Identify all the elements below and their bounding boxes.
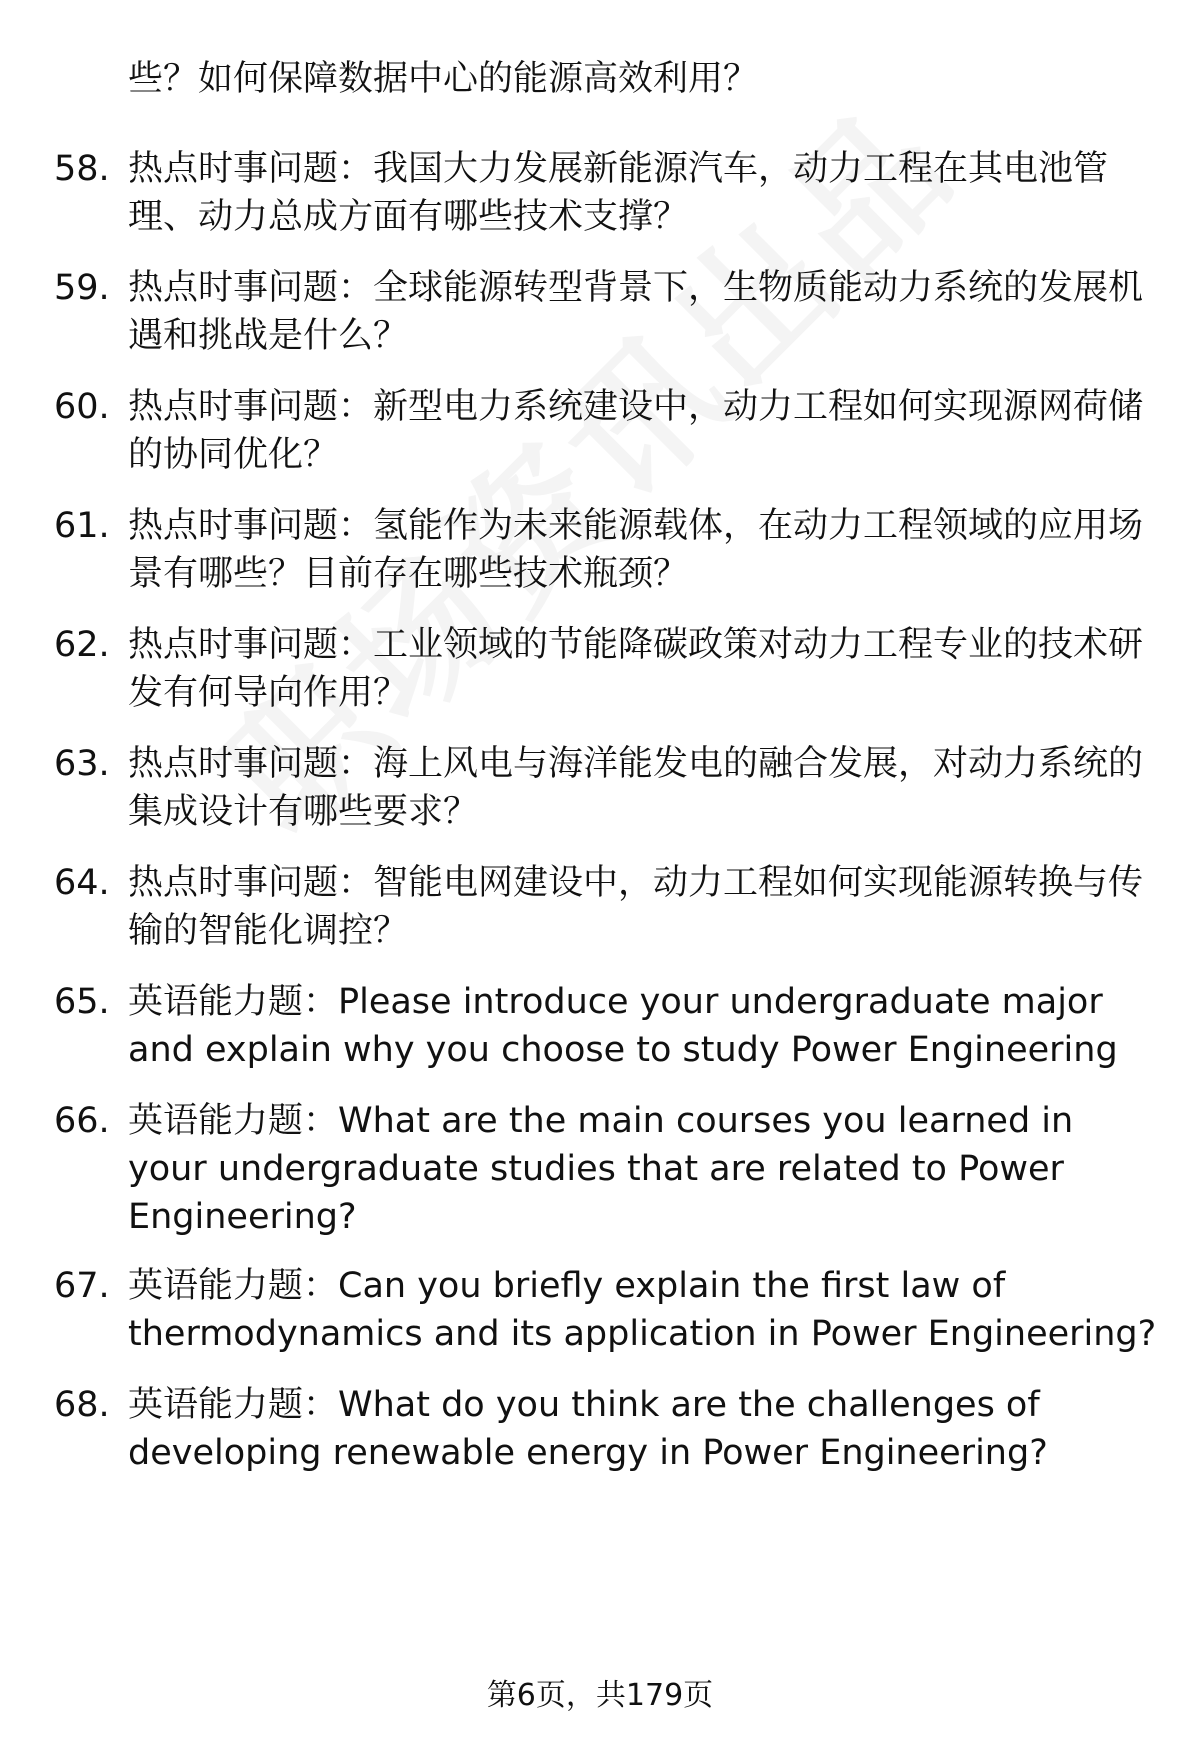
item-number: 66. — [54, 1101, 110, 1141]
continued-question-text: 些？如何保障数据中心的能源高效利用？ — [128, 59, 759, 99]
item-number: 62. — [54, 625, 110, 665]
item-number: 67. — [54, 1266, 110, 1306]
item-number: 60. — [54, 387, 110, 427]
page-number-footer: 第6页，共179页 — [486, 1678, 714, 1713]
item-number: 61. — [54, 506, 110, 546]
item-text: 热点时事问题：海上风电与海洋能发电的融合发展，对动力系统的集成设计有哪些要求？ — [128, 744, 1144, 832]
item-number: 64. — [54, 863, 110, 903]
item-text: 热点时事问题：新型电力系统建设中，动力工程如何实现源网荷储的协同优化？ — [128, 387, 1144, 475]
item-text: 热点时事问题：氢能作为未来能源载体，在动力工程领域的应用场景有哪些？目前存在哪些技术瓶颈？ — [128, 506, 1144, 594]
item-number: 65. — [54, 982, 110, 1022]
item-text: 英语能力题：Can you briefly explain the first law of thermodynamics and its application in Power Engineering? — [128, 1266, 1157, 1354]
item-text: 英语能力题：What do you think are the challenges of developing renewable energy in Power Engineering? — [128, 1385, 1048, 1473]
item-number: 68. — [54, 1385, 110, 1425]
item-text: 英语能力题：Please introduce your undergraduate major and explain why you choose to study Power Engineering — [128, 982, 1118, 1070]
item-text: 热点时事问题：智能电网建设中，动力工程如何实现能源转换与传输的智能化调控？ — [128, 863, 1144, 951]
item-number: 63. — [54, 744, 110, 784]
item-text: 英语能力题：What are the main courses you learned in your undergraduate studies that are related to Power Engineering? — [128, 1101, 1074, 1237]
item-text: 热点时事问题：我国大力发展新能源汽车，动力工程在其电池管理、动力总成方面有哪些技术支撑？ — [128, 149, 1109, 237]
item-number: 59. — [54, 268, 110, 308]
item-text: 热点时事问题：工业领域的节能降碳政策对动力工程专业的技术研发有何导向作用？ — [128, 625, 1144, 713]
item-number: 58. — [54, 149, 110, 189]
item-text: 热点时事问题：全球能源转型背景下，生物质能动力系统的发展机遇和挑战是什么？ — [128, 268, 1144, 356]
